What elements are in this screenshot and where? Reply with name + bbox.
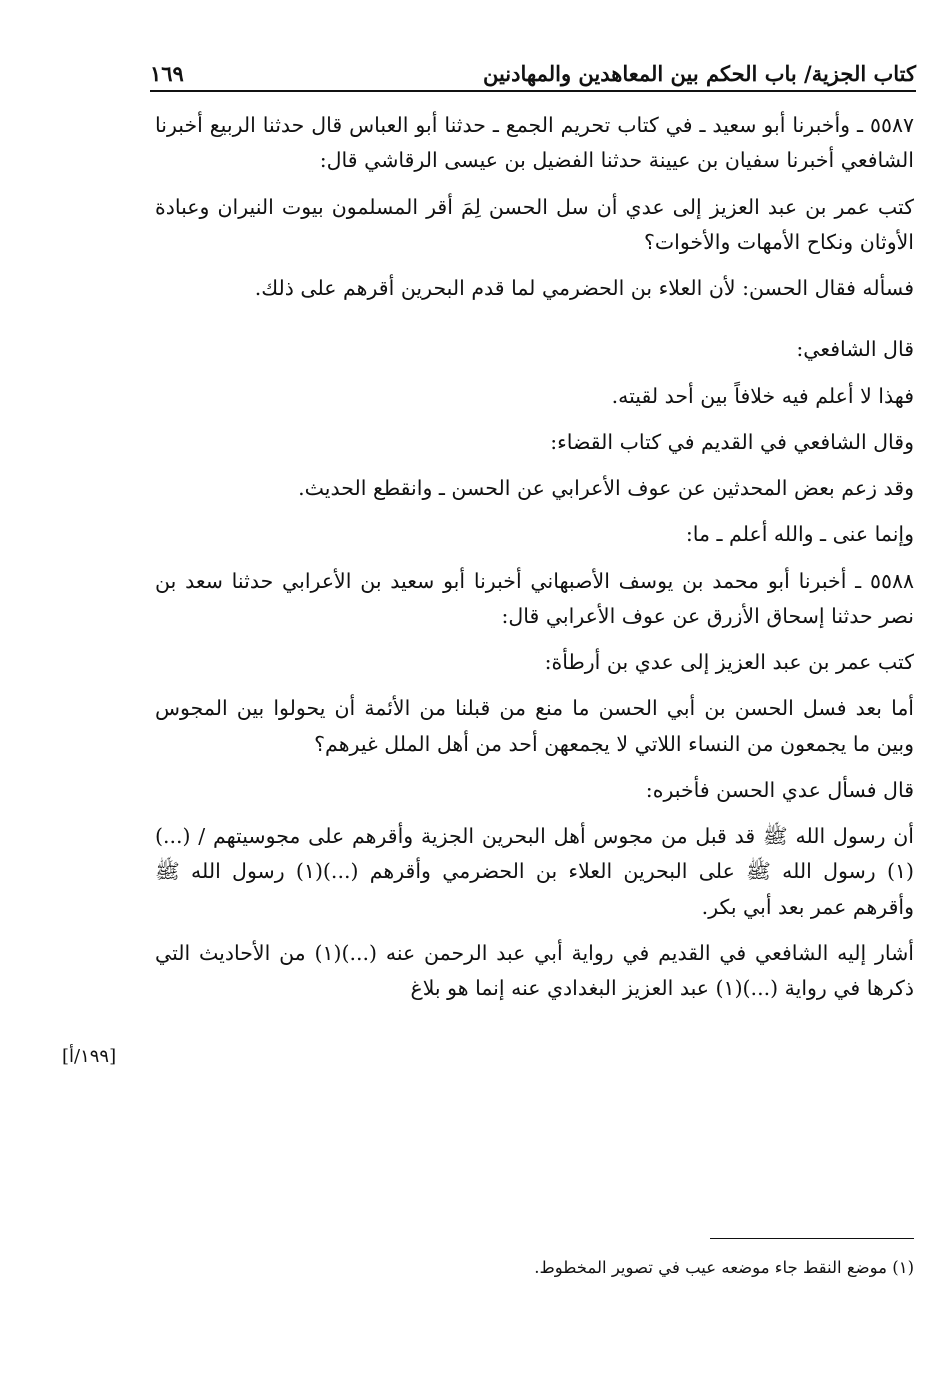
main-text bbox=[155, 108, 914, 1017]
paragraph: أن رسول الله ﷺ قد قبل من مجوس أهل البحرين الجزية وأقرهم على مجوسيتهم / (...)(١) رسول الله ﷺ على البحرين العلاء بن الحضرمي وأقرهم (...)(١) رسول الله ﷺ وأقرهم عمر بعد أبي بكر. bbox=[155, 824, 915, 919]
paragraph: فهذا لا أعلم فيه خلافاً بين أحد لقيته. bbox=[611, 383, 914, 408]
paragraph-hadith-5587: ٥٥٨٧ ـ وأخبرنا أبو سعيد ـ في كتاب تحريم الجمع ـ حدثنا أبو العباس قال حدثنا الربيع أخبرنا الشافعي أخبرنا سفيان بن عيينة حدثنا الفضيل بن عيسى الرقاشي قال: bbox=[155, 113, 914, 173]
paragraph: أشار إليه الشافعي في القديم في رواية أبي عبد الرحمن عنه (...)(١) من الأحاديث التي ذكرها في رواية (...)(١) عبد العزيز البغدادي عنه إنما هو بلاغ bbox=[155, 940, 915, 1000]
paragraph: كتب عمر بن عبد العزيز إلى عدي أن سل الحسن لِمَ أقر المسلمون بيوت النيران وعبادة الأوثان ونكاح الأمهات والأخوات؟ bbox=[155, 194, 914, 254]
paragraph: وقال الشافعي في القديم في كتاب القضاء: bbox=[550, 429, 914, 454]
paragraph: وقد زعم بعض المحدثين عن عوف الأعرابي عن الحسن ـ وانقطع الحديث. bbox=[298, 476, 914, 500]
paragraph: فسأله فقال الحسن: لأن العلاء بن الحضرمي لما قدم البحرين أقرهم على ذلك. bbox=[254, 276, 914, 300]
footnote: (١) موضع النقط جاء موضعه عيب في تصوير المخطوط. bbox=[534, 1258, 914, 1277]
paragraph: وإنما عنى ـ والله أعلم ـ ما: bbox=[685, 522, 914, 547]
paragraph: كتب عمر بن عبد العزيز إلى عدي بن أرطأة: bbox=[544, 650, 914, 674]
page-number: ١٦٩ bbox=[150, 61, 184, 86]
header-divider bbox=[150, 90, 916, 92]
paragraph: أما بعد فسل الحسن بن أبي الحسن ما منع من قبلنا من الأئمة أن يحولوا بين المجوس وبين ما يجمعون من النساء اللاتي لا يجمعهن أحد من أهل الملل غيرهم؟ bbox=[155, 696, 914, 756]
running-header bbox=[150, 30, 916, 86]
footnote-divider bbox=[710, 1238, 914, 1239]
paragraph-hadith-5588: ٥٥٨٨ ـ أخبرنا أبو محمد بن يوسف الأصبهاني أخبرنا أبو سعيد بن الأعرابي حدثنا سعد بن نصر حدثنا إسحاق الأزرق عن عوف الأعرابي قال: bbox=[155, 568, 914, 628]
chapter-title: كتاب الجزية/ باب الحكم بين المعاهدين والمهادنين bbox=[482, 61, 916, 86]
paragraph: قال فسأل عدي الحسن فأخبره: bbox=[645, 777, 914, 802]
paragraph: قال الشافعي: bbox=[796, 337, 914, 362]
manuscript-folio-marker: [١٩٩/أ] bbox=[62, 1046, 117, 1067]
